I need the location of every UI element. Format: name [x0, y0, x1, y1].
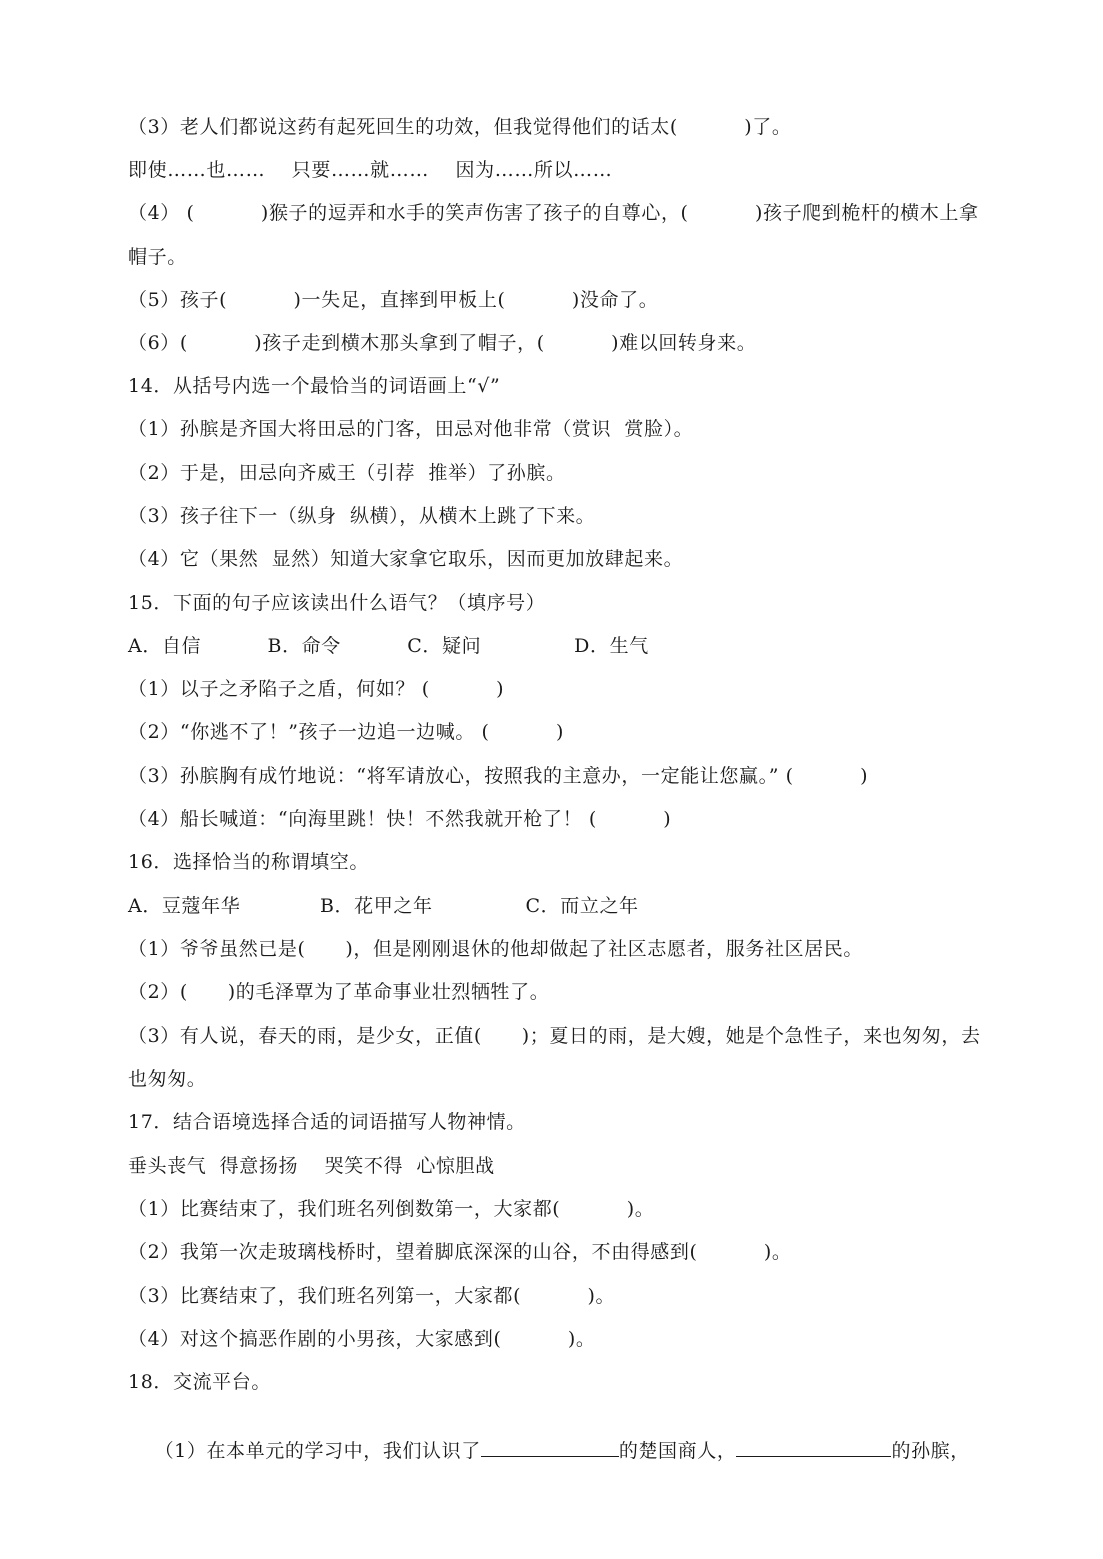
text-line: （1）以子之矛陷子之盾，何如？ ( ): [128, 678, 505, 700]
text-line: 帽子。: [128, 246, 187, 268]
text-line: （2）“你逃不了！”孩子一边追一边喊。 ( ): [128, 721, 564, 743]
text-line: （1）孙膑是齐国大将田忌的门客，田忌对他非常（赏识 赏脸）。: [128, 418, 694, 440]
options-line: A．自信 B．命令 C．疑问 D．生气: [128, 635, 649, 657]
question-heading: 17．结合语境选择合适的词语描写人物神情。: [128, 1111, 526, 1133]
fill-in-text: 的楚国商人，: [618, 1440, 737, 1462]
question-heading: 16．选择恰当的称谓填空。: [128, 851, 369, 873]
text-line: （2）我第一次走玻璃栈桥时，望着脚底深深的山谷，不由得感到( )。: [128, 1241, 792, 1263]
text-line: （3）孙膑胸有成竹地说：“将军请放心，按照我的主意办，一定能让您赢。” ( ): [128, 765, 869, 787]
text-line: （6）( )孩子走到横木那头拿到了帽子，( )难以回转身来。: [128, 332, 757, 354]
text-line: （4）它（果然 显然）知道大家拿它取乐，因而更加放肆起来。: [128, 548, 684, 570]
text-line: （1）爷爷虽然已是( )，但是刚刚退休的他却做起了社区志愿者，服务社区居民。: [128, 938, 863, 960]
fill-in-line: [128, 1414, 970, 1487]
options-line: 垂头丧气 得意扬扬 哭笑不得 心惊胆战: [128, 1155, 495, 1177]
question-heading: 18．交流平台。: [128, 1371, 271, 1393]
text-line: （3）有人说，春天的雨，是少女，正值( )；夏日的雨，是大嫂，她是个急性子，来也匆匆，去: [128, 1025, 981, 1047]
text-line: （4）船长喊道：“向海里跳！快！不然我就开枪了！ ( ): [128, 808, 672, 830]
text-line: （5）孩子( )一失足，直摔到甲板上( )没命了。: [128, 289, 659, 311]
text-line: 也匆匆。: [128, 1068, 207, 1090]
text-line: 即使……也…… 只要……就…… 因为……所以……: [128, 159, 613, 181]
answer-blank[interactable]: [736, 1438, 891, 1457]
text-line: （4）对这个搞恶作剧的小男孩，大家感到( )。: [128, 1328, 596, 1350]
text-line: （2）于是，田忌向齐威王（引荐 推举）了孙膑。: [128, 462, 566, 484]
question-heading: 15．下面的句子应该读出什么语气？（填序号）: [128, 592, 546, 614]
text-line: （3）老人们都说这药有起死回生的功效，但我觉得他们的话太( )了。: [128, 116, 792, 138]
text-line: （2）( )的毛泽覃为了革命事业壮烈牺牲了。: [128, 981, 550, 1003]
fill-in-text: 的孙膑，: [891, 1440, 970, 1462]
answer-blank[interactable]: [481, 1438, 619, 1457]
text-line: （4） ( )猴子的逗弄和水手的笑声伤害了孩子的自尊心，( )孩子爬到桅杆的横木上拿: [128, 202, 979, 224]
text-line: （3）孩子往下一（纵身 纵横），从横木上跳了下来。: [128, 505, 596, 527]
text-line: （3）比赛结束了，我们班名列第一，大家都( )。: [128, 1285, 616, 1307]
options-line: A．豆蔻年华 B．花甲之年 C．而立之年: [128, 895, 639, 917]
fill-in-text: （1）在本单元的学习中，我们认识了: [154, 1440, 481, 1462]
text-line: （1）比赛结束了，我们班名列倒数第一，大家都( )。: [128, 1198, 655, 1220]
question-heading: 14．从括号内选一个最恰当的词语画上“√”: [128, 375, 501, 397]
